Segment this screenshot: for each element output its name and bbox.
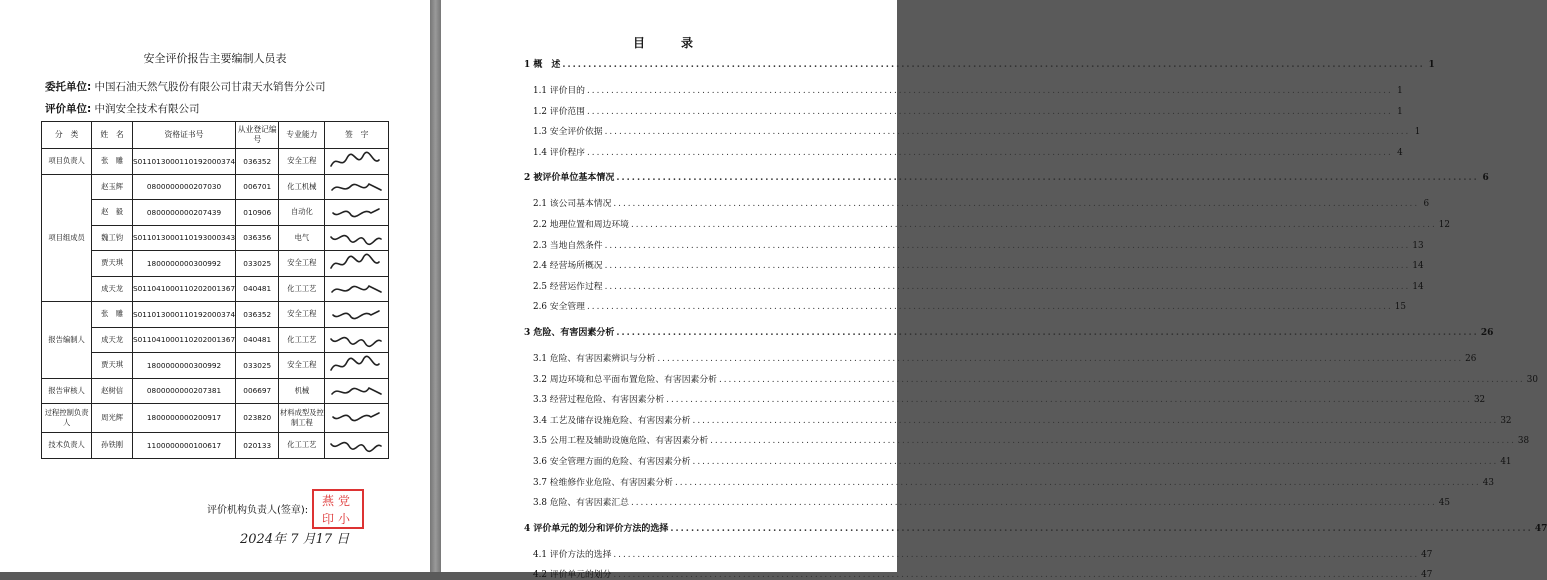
toc-leader-dots [631,220,1437,230]
toc-entry[interactable] [533,279,1424,292]
staff-cert-cell: S011013000110192000374 [132,149,235,175]
staff-name-cell: 赵玉辉 [92,174,133,200]
toc-page-number: 26 [1480,328,1494,338]
staff-name-cell: 成天龙 [92,327,133,353]
staff-category-cell: 过程控制负责人 [42,404,92,433]
toc-page-number: 15 [1394,302,1406,313]
toc-page-number: 6 [1482,173,1489,184]
staff-name-cell: 周光辉 [92,404,133,433]
staff-skill-cell: 化工工艺 [279,276,325,302]
toc-leader-dots [613,550,1419,560]
toc-page-number: 1 [1414,127,1421,138]
staff-skill-cell: 自动化 [279,200,325,226]
toc-entry-label: 4.2 评价单元的划分 [533,570,612,580]
toc-entry-label: 2 被评价单位基本情况 [524,173,615,184]
toc-page-number: 32 [1473,395,1486,406]
staff-table-row [42,225,389,251]
staff-table-row [42,404,389,433]
staff-table-body [42,149,389,459]
handwritten-signature-cell [325,404,389,433]
handwritten-signature-cell [325,302,389,328]
handwritten-signature [329,201,385,223]
staff-table-row [42,378,389,404]
toc-entry[interactable] [533,372,1538,385]
staff-reg-cell: 033025 [236,251,279,277]
toc-page-number: 12 [1438,220,1450,230]
toc-leader-dots [693,457,1499,467]
toc-entry[interactable] [524,325,1494,338]
left-page [0,0,430,572]
staff-cert-cell: 0800000000207439 [132,200,235,226]
toc-page-number: 32 [1500,415,1512,426]
staff-table-row [42,353,389,379]
toc-entry[interactable] [524,521,1547,534]
toc-entry[interactable] [524,57,1435,70]
toc-entry[interactable] [533,433,1530,447]
toc-page-number: 47 [1421,570,1433,580]
handwritten-signature [329,354,385,376]
handwritten-signature-cell [325,225,389,251]
toc-entry-label: 2.3 当地自然条件 [533,240,603,251]
staff-category-cell: 项目负责人 [42,149,92,175]
toc-entry[interactable] [533,238,1424,251]
handwritten-date: 2024年 7 月17 日 [240,532,350,547]
handwritten-signature-cell [325,276,389,302]
staff-cert-cell: 0800000000207030 [132,174,235,200]
toc-entry[interactable] [533,495,1450,509]
toc-entry[interactable] [533,124,1421,138]
handwritten-signature-cell [325,378,389,404]
staff-name-cell: 孙铁刚 [92,433,133,459]
toc-entry[interactable] [533,196,1430,210]
toc-entry-label: 3.5 公用工程及辅助设施危险、有害因素分析 [533,436,709,447]
client-value: 中国石油天然气股份有限公司甘肃天水销售分公司 [94,81,326,93]
staff-reg-cell: 040481 [236,276,279,302]
toc-leader-dots [675,478,1481,488]
staff-cert-cell: 0800000000207381 [132,378,235,404]
toc-leader-dots [693,416,1499,426]
toc-leader-dots [605,241,1411,251]
staff-table-header-cell: 分 类 [42,122,92,149]
toc-entry-label: 2.5 经营运作过程 [533,281,603,292]
toc-entry[interactable] [533,413,1512,426]
toc-entry-label: 4 评价单元的划分和评价方法的选择 [524,523,669,534]
toc-entry-label: 3.6 安全管理方面的危险、有害因素分析 [533,457,691,467]
staff-table-row [42,200,389,226]
staff-skill-cell: 化工工艺 [279,433,325,459]
toc-page-number: 47 [1534,523,1547,534]
staff-table-header-cell: 从业登记编号 [236,122,279,149]
staff-table-header [42,122,389,149]
toc-leader-dots [657,354,1463,364]
handwritten-signature [329,405,385,427]
toc-page-number: 30 [1526,374,1538,385]
handwritten-signature-cell [325,174,389,200]
staff-name-cell: 贾天琪 [92,251,133,277]
staff-table-title: 安全评价报告主要编制人员表 [143,52,287,65]
staff-name-cell: 贾天琪 [92,353,133,379]
staff-reg-cell: 023820 [236,404,279,433]
staff-name-cell: 赵 毅 [92,200,133,226]
toc-entry-label: 1.3 安全评价依据 [533,127,603,138]
toc-leader-dots [587,107,1393,117]
staff-table-row [42,174,389,200]
staff-category-cell: 项目组成员 [42,174,92,302]
evaluator-line [45,101,200,116]
staff-skill-cell: 材料成型及控制工程 [279,404,325,433]
toc-page-number: 41 [1500,457,1512,467]
toc-entry[interactable] [533,475,1494,488]
seal-text-line: 燕党 [321,494,354,508]
toc-entry-label: 3 危险、有害因素分析 [524,328,615,338]
toc-entry-label: 3.7 检维修作业危险、有害因素分析 [533,477,673,488]
staff-table-row [42,149,389,175]
handwritten-signature [329,227,385,249]
toc-entry-label: 4.1 评价方法的选择 [533,549,612,560]
staff-name-cell: 赵树信 [92,378,133,404]
handwritten-signature [329,329,385,351]
handwritten-signature [329,176,385,198]
toc-page-number: 1 [1397,86,1403,96]
red-seal-stamp [312,489,364,529]
staff-table [41,121,389,459]
handwritten-signature [329,150,385,172]
staff-table-row [42,251,389,277]
toc-page-number: 14 [1412,261,1424,272]
toc-leader-dots [587,148,1393,158]
staff-table-header-cell: 专业能力 [279,122,325,149]
staff-cert-cell: S011041000110202001367 [132,327,235,353]
staff-cert-cell: 1800000000300992 [132,251,235,277]
toc-leader-dots [587,302,1393,312]
toc-page-number: 14 [1412,281,1424,292]
staff-cert-cell: S011041000110202001367 [132,276,235,302]
toc-leader-dots [562,60,1424,70]
toc-entry[interactable] [533,83,1403,96]
toc-entry-label: 3.8 危险、有害因素汇总 [533,498,629,509]
toc-entry[interactable] [533,217,1450,230]
toc-entry[interactable] [533,299,1406,313]
staff-skill-cell: 电气 [279,225,325,251]
staff-skill-cell: 安全工程 [279,302,325,328]
toc-page-number: 13 [1412,240,1424,251]
toc-leader-dots [613,570,1419,580]
toc-entry-label: 3.2 周边环境和总平面布置危险、有害因素分析 [533,374,717,385]
toc-entry-label: 2.2 地理位置和周边环境 [533,220,629,230]
toc-entry[interactable] [533,547,1433,560]
toc-leader-dots [605,261,1411,271]
toc-leader-dots [605,127,1411,137]
toc-leader-dots [616,328,1478,338]
toc-leader-dots [613,199,1419,209]
staff-reg-cell: 036352 [236,149,279,175]
staff-reg-cell: 006697 [236,378,279,404]
staff-reg-cell: 020133 [236,433,279,459]
staff-category-cell: 报告编制人 [42,302,92,379]
toc-page-number: 38 [1517,436,1530,447]
evaluator-label: 评价单位: [45,103,92,115]
toc-entry-label: 2.1 该公司基本情况 [533,199,612,210]
handwritten-signature [329,303,385,325]
handwritten-signature-cell [325,149,389,175]
toc-entry-label: 2.6 安全管理 [533,302,585,313]
toc-page-number: 45 [1438,498,1450,509]
staff-cert-cell: 1800000000300992 [132,353,235,379]
staff-name-cell: 张 雕 [92,149,133,175]
toc-entry-label: 3.4 工艺及储存设施危险、有害因素分析 [533,415,691,426]
page-gutter [430,0,441,572]
staff-category-cell: 技术负责人 [42,433,92,459]
staff-table-row [42,302,389,328]
toc-entry-label: 3.3 经营过程危险、有害因素分析 [533,395,665,406]
toc-entry[interactable] [533,104,1403,117]
toc-entry-label: 3.1 危险、有害因素辨识与分析 [533,354,656,364]
seal-text-line: 印小 [321,512,354,526]
staff-table-row [42,327,389,353]
toc-entry[interactable] [533,258,1424,272]
handwritten-signature [329,278,385,300]
handwritten-signature [329,252,385,274]
toc-entry[interactable] [524,170,1489,184]
toc-page-number: 1 [1428,60,1435,70]
staff-skill-cell: 化工工艺 [279,327,325,353]
toc-entry[interactable] [533,454,1512,467]
right-page [441,0,1547,580]
evaluator-value: 中润安全技术有限公司 [94,103,200,115]
handwritten-signature-cell [325,353,389,379]
toc-entry-label: 1.1 评价目的 [533,86,585,96]
toc-title: 目 录 [632,36,705,50]
toc-entry-label: 2.4 经营场所概况 [533,261,603,272]
staff-reg-cell: 036352 [236,302,279,328]
toc-page-number: 43 [1482,477,1494,488]
toc-entry[interactable] [533,145,1403,158]
toc-page-number: 1 [1397,106,1403,117]
staff-table-header-cell: 签 字 [325,122,389,149]
client-line [45,79,326,94]
toc-leader-dots [666,395,1472,405]
staff-reg-cell: 033025 [236,353,279,379]
staff-table-header-cell: 姓 名 [92,122,133,149]
client-label: 委托单位: [45,81,92,93]
handwritten-signature-cell [325,200,389,226]
handwritten-signature-cell [325,433,389,459]
staff-reg-cell: 010906 [236,200,279,226]
agency-head-signature-label: 评价机构负责人(签章): [207,505,309,516]
staff-table-row [42,433,389,459]
handwritten-signature [329,380,385,402]
handwritten-signature-cell [325,327,389,353]
toc-entry-label: 1 概 述 [524,60,561,70]
staff-skill-cell: 化工机械 [279,174,325,200]
staff-name-cell: 成天龙 [92,276,133,302]
toc-page-number: 26 [1465,354,1477,364]
staff-skill-cell: 机械 [279,378,325,404]
handwritten-signature-cell [325,251,389,277]
toc-page-number: 4 [1397,147,1403,158]
staff-cert-cell: S011013000110193000343 [132,225,235,251]
staff-reg-cell: 040481 [236,327,279,353]
toc-entry[interactable] [533,567,1433,580]
staff-table-header-cell: 资格证书号 [132,122,235,149]
staff-table-row [42,276,389,302]
staff-name-cell: 魏工钧 [92,225,133,251]
staff-cert-cell: 1100000000100617 [132,433,235,459]
toc-entry[interactable] [533,351,1477,364]
staff-skill-cell: 安全工程 [279,149,325,175]
toc-leader-dots [587,86,1393,96]
toc-leader-dots [631,498,1437,508]
toc-leader-dots [670,524,1532,534]
toc-entry-label: 1.2 评价范围 [533,106,585,117]
toc-page-number: 6 [1423,199,1430,210]
toc-leader-dots [710,436,1516,446]
staff-reg-cell: 036356 [236,225,279,251]
staff-cert-cell: S011013000110192000374 [132,302,235,328]
toc-entry[interactable] [533,392,1486,406]
staff-category-cell: 报告审核人 [42,378,92,404]
staff-skill-cell: 安全工程 [279,353,325,379]
staff-name-cell: 张 雕 [92,302,133,328]
toc-entry-label: 1.4 评价程序 [533,147,585,158]
staff-skill-cell: 安全工程 [279,251,325,277]
staff-cert-cell: 1800000000200917 [132,404,235,433]
toc-leader-dots [616,173,1478,183]
handwritten-signature [329,434,385,456]
toc-page-number: 47 [1421,549,1433,560]
toc-leader-dots [719,375,1525,385]
toc-leader-dots [605,282,1411,292]
staff-reg-cell: 006701 [236,174,279,200]
